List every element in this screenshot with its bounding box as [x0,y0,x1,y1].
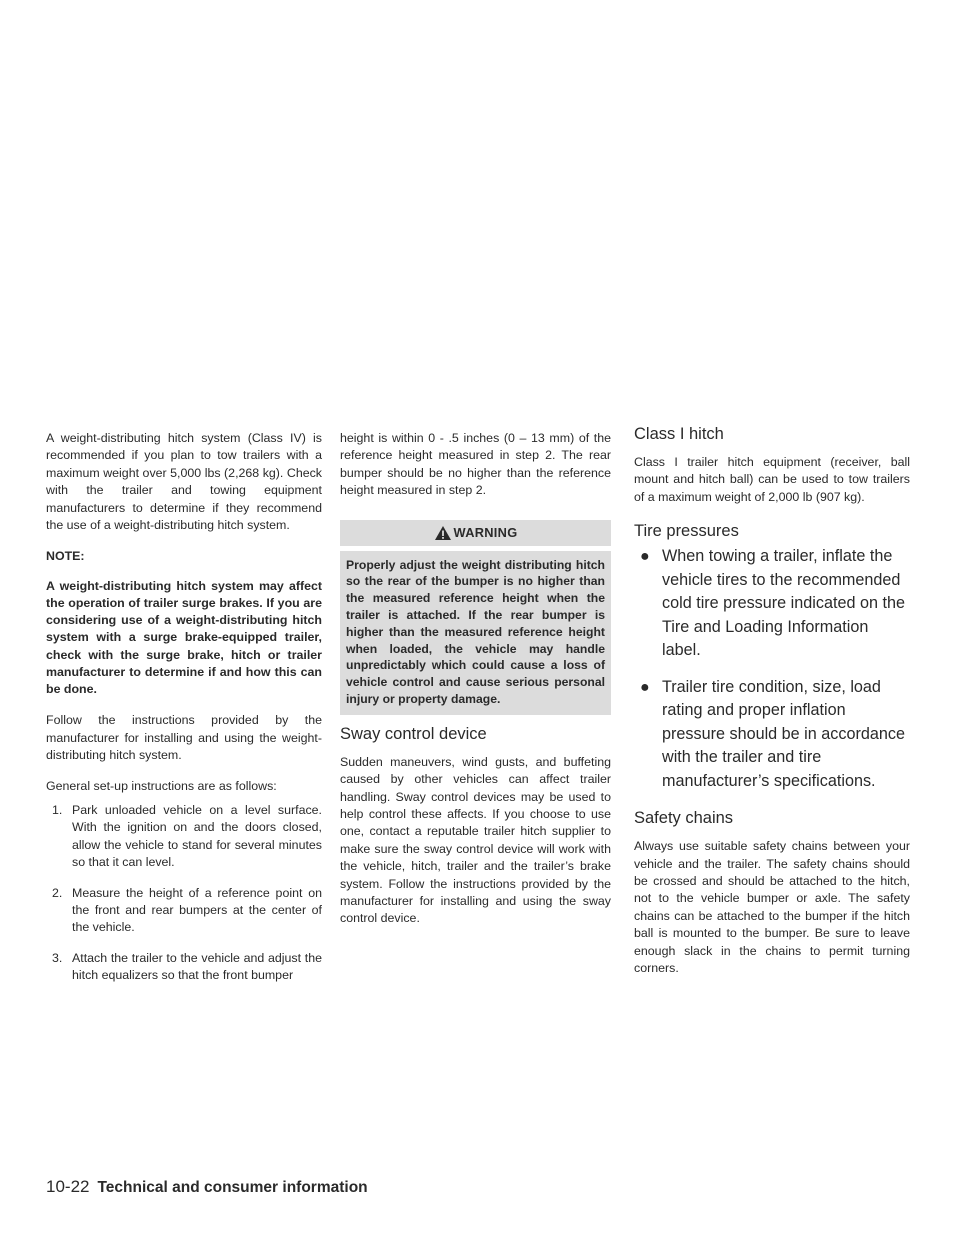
list-item [46,885,322,937]
list-item [46,802,322,872]
general-setup-paragraph: General set-up instructions are as follows: [46,779,277,794]
step-number: 1. [52,802,63,817]
follow-paragraph: Follow the instructions provided by the manufacturer for installing and using the weight-distributing hitch system. [46,713,322,763]
warning-text: Properly adjust the weight distributing hitch so the rear of the bumper is no higher than the measured reference height when the trailer is attached. If the rear bumper is higher than the measured reference height when loaded, the vehicle may handle unpredictably which could cause a loss of vehicle control and cause serious personal injury or property damage. [340,551,611,715]
bullet-text: Trailer tire condition, size, load rating and proper inflation pressure should be in accordance with the trailer and tire manufacturer’s specifications. [662,677,905,790]
sway-control-heading: Sway control device [340,724,487,743]
list-item [46,950,322,985]
step-number: 3. [52,950,63,965]
step-text: Attach the trailer to the vehicle and adjust the hitch equalizers so that the front bumper [72,950,322,983]
note-text: A weight-distributing hitch system may affect the operation of trailer surge brakes. If you are considering use of a weight-distributing hitch system with a surge brake-equipped trailer, check with the surge brake, hitch or trailer manufacturer to determine if and how this can be done. [46,578,322,697]
warning-title: WARNING [453,525,518,541]
column-left [46,430,322,998]
list-item [634,676,910,794]
warning-triangle-icon [434,525,452,541]
intro-paragraph: A weight-distributing hitch system (Class IV) is recommended if you plan to tow trailers with a maximum weight over 5,000 lbs (2,268 kg). Check with the trailer and towing equipment manufacturers to determine if they recommend the use of a weight-distributing hitch system. [46,431,322,533]
list-item [634,545,910,663]
page-number: 10-22 [46,1177,90,1196]
bullet-icon: ● [640,548,650,566]
bullet-icon: ● [640,678,650,696]
bullet-text: When towing a trailer, inflate the vehicle tires to the recommended cold tire pressure indicated on the Tire and Loading Information label. [662,547,905,660]
tire-pressures-heading: Tire pressures [634,522,739,541]
step-text: Park unloaded vehicle on a level surface. With the ignition on and the doors closed, allow the vehicle to stand for several minutes so that it can level. [72,802,322,870]
safety-chains-paragraph: Always use suitable safety chains between your vehicle and the trailer. The safety chains should be crossed and should be attached to the hitch, not to the vehicle bumper or axle. The safety chains can be attached to the bumper if the hitch ball is mounted to the bumper. Be sure to leave enough slack in the chains to permit turning corners. [634,839,910,976]
class1-hitch-paragraph: Class I trailer hitch equipment (receiver, ball mount and hitch ball) can be used to tow trailers of a maximum weight of 2,000 lb (907 kg). [634,455,910,504]
page-footer [46,1177,368,1197]
step-text: Measure the height of a reference point on the front and rear bumpers at the center of the vehicle. [72,885,322,935]
warning-header [340,520,611,546]
safety-chains-heading: Safety chains [634,809,734,828]
column-middle [340,430,611,942]
class1-hitch-heading: Class I hitch [634,425,724,443]
step3-continuation: height is within 0 - .5 inches (0 – 13 mm) of the reference height measured in step 2. The rear bumper should be no higher than the reference height measured in step 2. [340,431,611,498]
section-title: Technical and consumer information [97,1179,368,1196]
step-number: 2. [52,885,63,900]
tire-pressures-list [634,545,910,793]
note-label: NOTE: [46,549,85,564]
sway-control-paragraph: Sudden maneuvers, wind gusts, and buffeting caused by other vehicles can affect trailer handling. Sway control devices may be used to help control these affects. If you choose to use one, contact a reputable trailer hitch supplier to make sure the sway control device will work with the vehicle, hitch, trailer and the trailer’s brake system. Follow the instructions provided by the manufacturer for installing and using the sway control device. [340,754,611,926]
column-right [634,425,910,991]
setup-steps-list [46,802,322,985]
